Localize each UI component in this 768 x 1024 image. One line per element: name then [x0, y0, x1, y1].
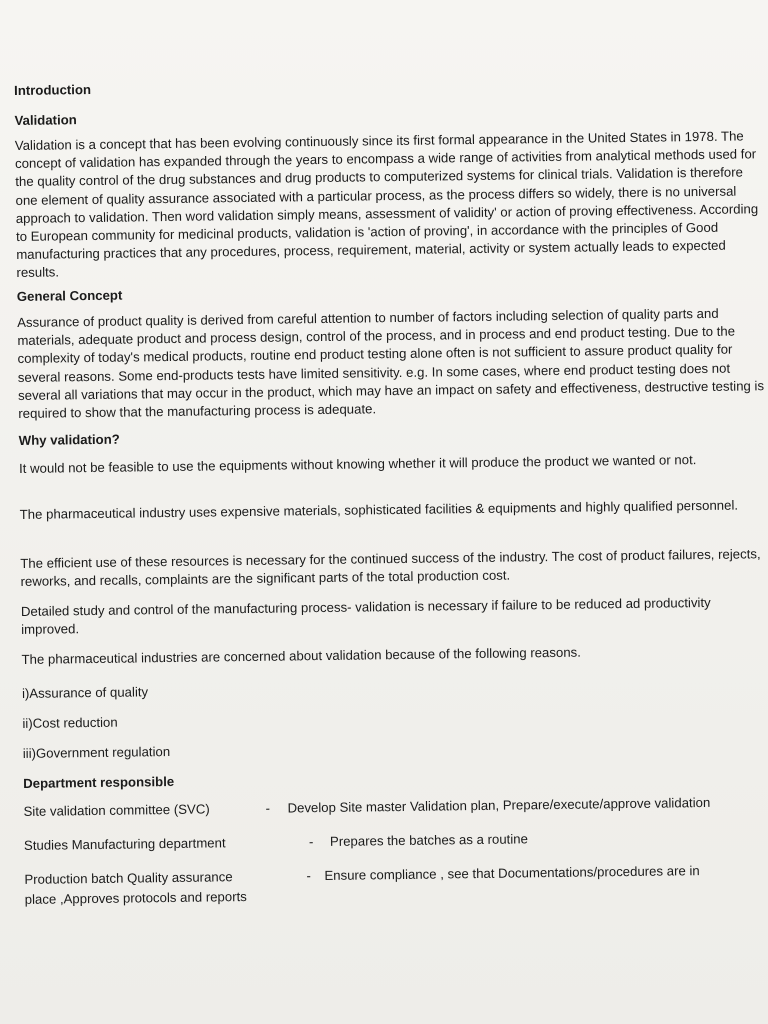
department-dash: -	[308, 834, 314, 850]
department-role-continued: place ,Approves protocols and reports	[24, 889, 247, 907]
department-role: Develop Site master Validation plan, Prepare/execute/approve validation	[287, 794, 711, 816]
reason-item: ii)Cost reduction	[22, 714, 118, 731]
department-row	[23, 827, 768, 853]
heading-department-responsible: Department responsible	[23, 773, 175, 791]
document-body	[14, 72, 766, 907]
heading-general-concept: General Concept	[16, 287, 123, 304]
paragraph-why-expensive: The pharmaceutical industry uses expensive materials, sophisticated facilities & equipments and highly qualified personnel.	[19, 497, 739, 522]
paragraph-general-concept: Assurance of product quality is derived from careful attention to number of factors including selection of quality parts and materials, adequate product and process design, control of the process, and in process and end product testing. Due to the complexity of today's medical products, routine end product testing alone often is not sufficient to assure product quality for several reasons. Some end-products tests have limited sensitivity. e.g. In some cases, where end product testing does not several all variations that may occur in the product, which may have an impact on safety and effectiveness, destructive testing is required to show that the manufacturing process is adequate.	[17, 305, 765, 421]
department-row	[24, 861, 768, 887]
department-dash: -	[306, 868, 311, 884]
heading-validation: Validation	[14, 112, 77, 128]
heading-why-validation: Why validation?	[18, 431, 120, 448]
paragraph-why-efficient: The efficient use of these resources is necessary for the continued success of the industry. The cost of product failures, rejects, reworks, and recalls, complaints are the significant parts of the total production cost.	[20, 546, 761, 590]
department-dash: -	[265, 800, 271, 816]
paragraph-why-detailed: Detailed study and control of the manufacturing process- validation is necessary if failure to be reduced ad productivity improved.	[20, 594, 711, 638]
department-name: Site validation committee (SVC)	[23, 801, 210, 819]
reason-item: iii)Government regulation	[22, 744, 171, 761]
department-role: Prepares the batches as a routine	[329, 831, 528, 849]
department-role: Ensure compliance , see that Documentations/procedures are in	[324, 863, 700, 884]
paragraph-validation: Validation is a concept that has been evolving continuously since its first formal appearance in the United States in 1978. The concept of validation has expanded through the years to encompass a wide range of activities from analytical methods used for the quality control of the drug substances and drug products to computerized systems for clinical trials. Validation is therefore one element of quality assurance associated with a particular process, as the process differs so widely, there is no universal approach to validation. Then word validation simply means, assessment of validity' or action of proving effectiveness. According to European community for medicinal products, validation is 'action of proving', in accordance with the principles of Good manufacturing practices that any procedures, process, requirement, material, activity or system actually leads to expected results.	[14, 128, 759, 281]
heading-introduction: Introduction	[14, 81, 92, 98]
department-name: Studies Manufacturing department	[23, 835, 226, 853]
department-name: Production batch Quality assurance	[24, 869, 233, 887]
paragraph-why-feasible: It would not be feasible to use the equipments without knowing whether it will produce the product we wanted or not.	[18, 452, 697, 476]
reason-item: i)Assurance of quality	[21, 684, 149, 701]
paragraph-why-reasons: The pharmaceutical industries are concerned about validation because of the following reasons.	[21, 644, 581, 667]
department-row	[23, 793, 768, 819]
